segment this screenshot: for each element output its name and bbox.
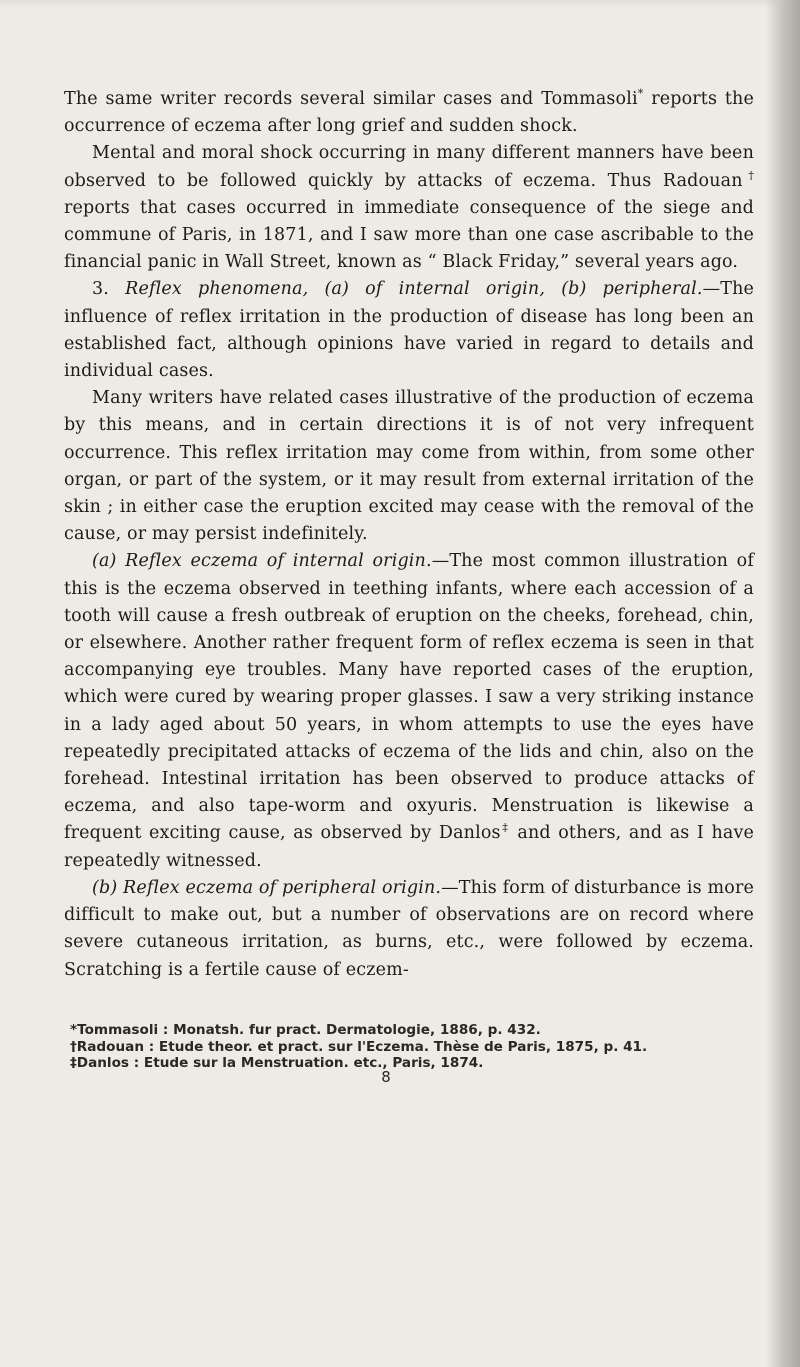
page-edge-shadow xyxy=(766,0,800,1367)
paragraph-many-writers: Many writers have related cases illustrative of the production of eczema by this means, and in certain directions it is of not very infrequent occurrence. This reflex irritation may come from within, from some other organ, or part of the system, or it may result from external irritation of the skin ; in either case the eruption excited may cease with the removal of the cause, or may persist indefinitely. xyxy=(64,388,754,545)
paragraph-peripheral-origin xyxy=(64,875,754,984)
subsection-heading: (a) Reflex eczema of internal origin. xyxy=(92,551,432,572)
paragraph-text: Mental and moral shock occurring in many different manners have been observed to be followed quickly by attacks of eczema. Thus Radouan xyxy=(64,143,754,191)
paragraph-text: reports the occurrence of eczema after long grief and sudden shock. xyxy=(64,89,754,137)
footnote-mark: † xyxy=(742,168,754,182)
paragraph-text: reports that cases occurred in immediate consequence of the siege and commune of Paris, in 1871, and I saw more than one case ascribable to the financial panic in Wall Street, known as “ Black Friday,” several years ago. xyxy=(64,197,754,273)
paragraph-mental-shock xyxy=(64,140,754,276)
body-text xyxy=(64,86,754,984)
footnotes xyxy=(70,1022,750,1072)
footnote-radouan: †Radouan : Etude theor. et pract. sur l'Eczema. Thèse de Paris, 1875, p. 41. xyxy=(70,1038,648,1055)
section-number: 3. xyxy=(92,279,126,300)
paragraph-text: and others, and as I have repeatedly witnessed. xyxy=(64,823,755,871)
page-top-shadow xyxy=(0,0,800,8)
footnote-mark: ‡ xyxy=(500,821,510,835)
paragraph-internal-origin xyxy=(64,548,754,874)
paragraph-text: The same writer records several similar cases and Tommasoli xyxy=(64,89,638,109)
footnote-danlos: ‡Danlos : Etude sur la Menstruation. etc., Paris, 1874. xyxy=(70,1055,484,1071)
paragraph-reflex-phenomena xyxy=(64,276,754,385)
page-number-text: 8 xyxy=(381,1068,391,1086)
paragraph-text: —The most common illustration of this is the eczema observed in teething infants, where each accession of a tooth will cause a fresh outbreak of eruption on the cheeks, forehead, chin, or elsewhere. Another rather frequent form of reflex eczema is seen in that accompanying eye troubles. Many have reported cases of the eruption, which were cured by wearing proper glasses. I saw a very striking instance in a lady aged about 50 years, in whom attempts to use the eyes have repeatedly precipitated attacks of eczema of the lids and chin, also on the forehead. Intestinal irritation has been observed to produce attacks of eczema, and also tape-worm and oxyuris. Menstruation is likewise a frequent exciting cause, as observed by Danlos xyxy=(64,551,754,844)
footnote-tommasoli: *Tommasoli : Monatsh. fur pract. Dermatologie, 1886, p. 432. xyxy=(70,1022,541,1038)
paragraph-tommasoli xyxy=(64,86,754,140)
section-heading: Reflex phenomena, (a) of internal origin, (b) peripheral. xyxy=(125,279,703,300)
page-number xyxy=(0,1068,800,1086)
paragraph-text: —The influence of reflex irritation in the production of disease has long been an established fact, although opinions have varied in regard to details and individual cases. xyxy=(64,279,754,382)
paragraph-text: —This form of disturbance is more difficult to make out, but a number of observations are on record where severe cutaneous irritation, as burns, etc., were followed by eczema. Scratching is a fertile cause of eczem- xyxy=(64,877,754,980)
footnote-mark: * xyxy=(637,87,644,101)
subsection-heading: (b) Reflex eczema of peripheral origin. xyxy=(92,877,442,898)
